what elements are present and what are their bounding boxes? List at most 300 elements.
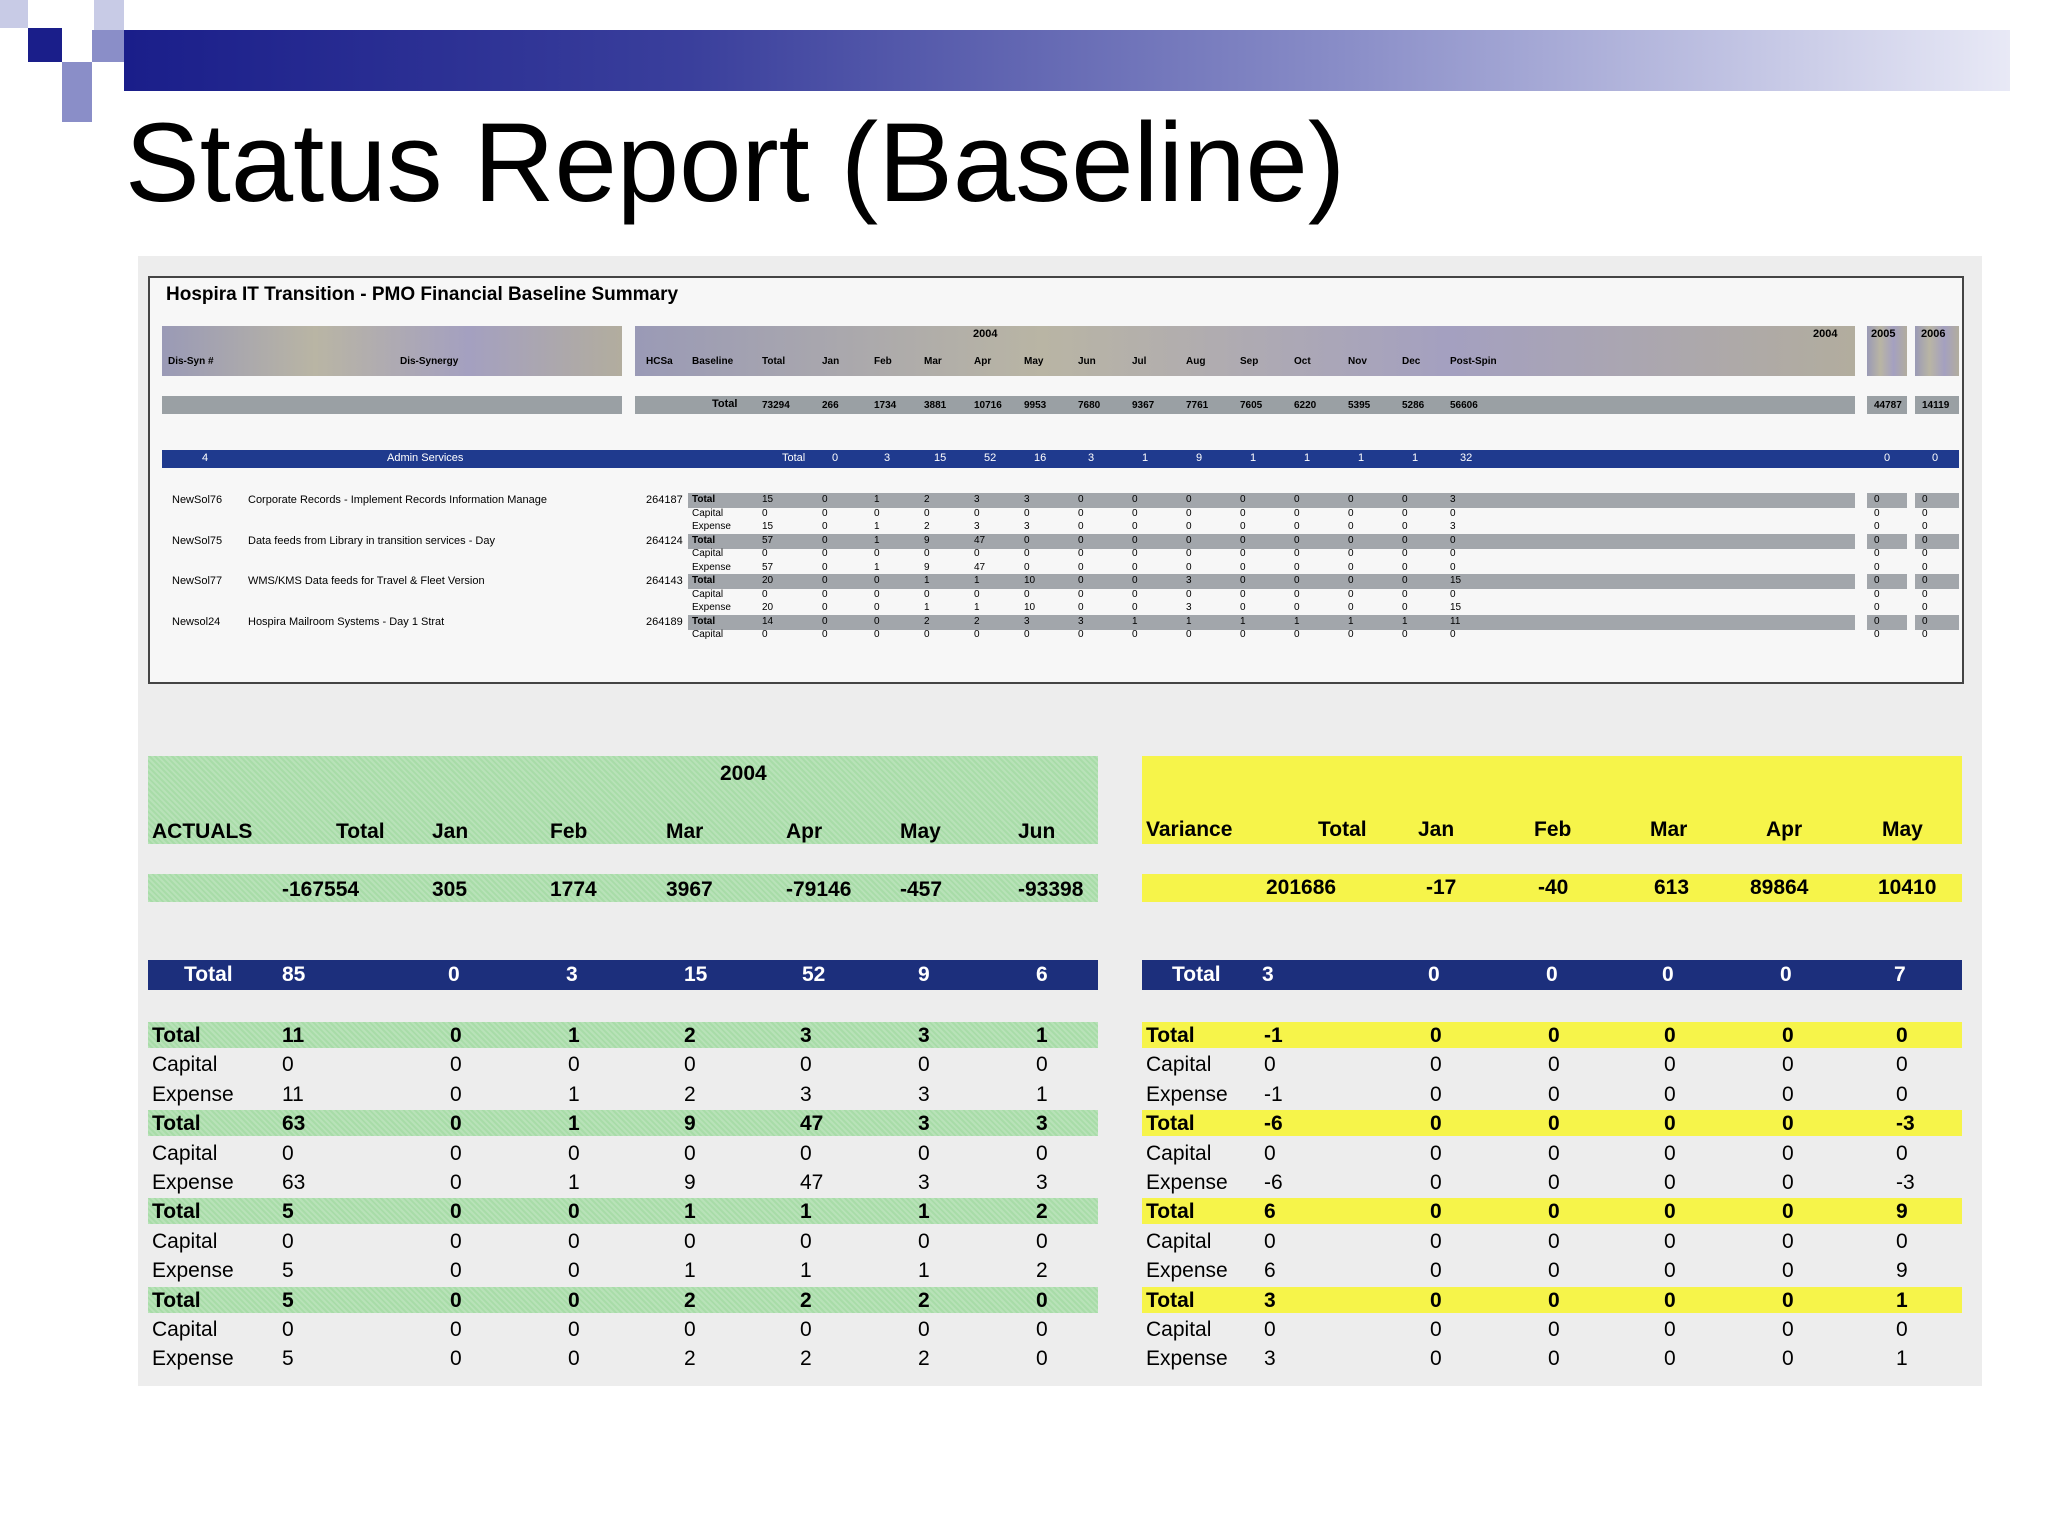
variance-row-value: 0 xyxy=(1430,1024,1442,1047)
project-row-value: 0 xyxy=(1240,588,1246,600)
actuals-row-value: 0 xyxy=(568,1259,580,1283)
project-row-value: 0 xyxy=(1186,629,1192,640)
project-row-value: 9 xyxy=(924,534,930,546)
variance-total-value: Total xyxy=(1172,963,1221,986)
actuals-row-value: 0 xyxy=(918,1141,930,1165)
actuals-row-value: 0 xyxy=(1036,1347,1048,1371)
project-row-value: 0 xyxy=(1240,561,1246,573)
actuals-row-value: 9 xyxy=(684,1112,696,1136)
project-row-value: 0 xyxy=(874,507,880,519)
project-total-band xyxy=(1867,493,1907,508)
project-row-value: 0 xyxy=(822,548,828,559)
actuals-row-value: 0 xyxy=(450,1229,462,1253)
project-row-label: Total xyxy=(692,494,716,505)
variance-total-value: 0 xyxy=(1546,963,1558,986)
variance-row-value: 0 xyxy=(1664,1200,1676,1224)
project-row-value: 0 xyxy=(1078,588,1084,600)
column-header: Aug xyxy=(1186,356,1206,367)
column-header: Baseline xyxy=(692,356,734,367)
year-header: 2004 xyxy=(973,328,998,340)
actuals-row-value: 11 xyxy=(282,1024,305,1047)
project-row-value: 0 xyxy=(1348,561,1354,573)
project-row-value: 0 xyxy=(1078,494,1084,505)
actuals-row-value: 0 xyxy=(684,1141,696,1165)
actuals-row-value: 0 xyxy=(450,1347,462,1371)
actuals-row-value: 3 xyxy=(800,1082,812,1106)
actuals-row-value: 2 xyxy=(684,1288,696,1312)
variance-row-value: 0 xyxy=(1782,1112,1794,1136)
project-row-value: 0 xyxy=(1348,588,1354,600)
column-header: Nov xyxy=(1348,356,1367,367)
column-header: Dis-Syn # xyxy=(168,356,214,367)
baseline-summary-table xyxy=(148,276,1964,684)
project-description: Corporate Records - Implement Records Information Manage xyxy=(248,494,547,506)
variance-column-header: Variance xyxy=(1146,818,1233,841)
column-header: Apr xyxy=(974,356,992,367)
project-row-value: 0 xyxy=(1922,548,1928,559)
project-row-value: 0 xyxy=(1186,534,1192,546)
section-value: 0 xyxy=(1932,452,1939,464)
project-row-value: 57 xyxy=(762,561,774,573)
project-id: NewSol76 xyxy=(172,494,223,506)
project-row-value: 1 xyxy=(924,602,930,613)
project-row-value: 0 xyxy=(1348,548,1354,559)
actuals-row-value: 1 xyxy=(568,1082,580,1106)
project-total-band xyxy=(688,493,1855,508)
actuals-row-value: 0 xyxy=(450,1112,462,1136)
project-row-value: 0 xyxy=(1240,575,1246,586)
variance-row-value: 0 xyxy=(1782,1229,1794,1253)
project-row-value: 2 xyxy=(924,521,930,532)
variance-row-value: 0 xyxy=(1430,1347,1442,1371)
actuals-row-value: 0 xyxy=(282,1141,294,1165)
actuals-row-value: 1 xyxy=(568,1024,580,1047)
variance-row-label: Capital xyxy=(1146,1053,1212,1077)
variance-row-value: 6 xyxy=(1264,1259,1276,1283)
variance-row-value: 0 xyxy=(1430,1141,1442,1165)
project-row-value: 0 xyxy=(1078,561,1084,573)
project-row-value: 0 xyxy=(1450,588,1456,600)
variance-row-value: 0 xyxy=(1782,1082,1794,1106)
variance-row-value: 0 xyxy=(1430,1112,1442,1136)
variance-column-header: Jan xyxy=(1418,818,1455,841)
column-header: Jan xyxy=(822,356,840,367)
variance-summary-value: 89864 xyxy=(1750,876,1809,899)
variance-row-value: 0 xyxy=(1896,1318,1908,1341)
variance-total-value: 3 xyxy=(1262,963,1274,986)
actuals-row-value: 5 xyxy=(282,1288,294,1312)
variance-column-header: Total xyxy=(1318,818,1367,841)
project-row-value: 0 xyxy=(1186,548,1192,559)
project-row-label: Expense xyxy=(692,561,731,573)
project-row-value: 3 xyxy=(1024,521,1030,532)
actuals-row-value: 2 xyxy=(918,1288,930,1312)
actuals-summary-value: 305 xyxy=(432,878,468,901)
actuals-row-value: 0 xyxy=(568,1288,580,1312)
actuals-row-value: 1 xyxy=(568,1171,580,1194)
project-row-value: 0 xyxy=(1078,629,1084,640)
actuals-row-value: 3 xyxy=(800,1024,812,1047)
project-row-value: 0 xyxy=(1240,602,1246,613)
project-row-value: 0 xyxy=(1240,507,1246,519)
project-row-value: 1 xyxy=(1132,615,1138,627)
project-row-value: 0 xyxy=(1294,521,1300,532)
project-row-value: 0 xyxy=(924,507,930,519)
actuals-row-label: Expense xyxy=(152,1171,234,1194)
project-total-band xyxy=(1867,615,1907,630)
project-row-value: 0 xyxy=(1874,575,1880,586)
project-row-value: 0 xyxy=(822,561,828,573)
variance-row-value: 0 xyxy=(1664,1288,1676,1312)
variance-row-value: 0 xyxy=(1430,1082,1442,1106)
actuals-row-value: 5 xyxy=(282,1200,294,1224)
total-row-value: 5286 xyxy=(1402,400,1425,411)
project-row-value: 2 xyxy=(974,615,980,627)
project-row-label: Expense xyxy=(692,602,731,613)
project-row-value: 0 xyxy=(1132,507,1138,519)
variance-row-value: 0 xyxy=(1264,1053,1276,1077)
variance-row-value: 0 xyxy=(1430,1171,1442,1194)
variance-row-value: -1 xyxy=(1264,1024,1283,1047)
year-header: 2004 xyxy=(1813,328,1838,340)
variance-row-value: -6 xyxy=(1264,1112,1283,1136)
actuals-column-header: May xyxy=(900,820,941,843)
section-name: Admin Services xyxy=(387,452,464,464)
total-row-value: 7605 xyxy=(1240,400,1263,411)
total-row-left-band xyxy=(162,396,622,414)
variance-row-value: 0 xyxy=(1430,1259,1442,1283)
actuals-row-value: 0 xyxy=(450,1318,462,1341)
actuals-row-value: 0 xyxy=(450,1259,462,1283)
project-row-value: 2 xyxy=(924,615,930,627)
slide-title: Status Report (Baseline) xyxy=(125,100,1346,225)
variance-row-value: 0 xyxy=(1548,1288,1560,1312)
actuals-total-value: 0 xyxy=(448,963,460,986)
project-row-value: 1 xyxy=(874,521,880,532)
project-id: NewSol77 xyxy=(172,575,223,587)
variance-row-value: 0 xyxy=(1664,1171,1676,1194)
variance-summary-value: 201686 xyxy=(1266,876,1337,899)
actuals-row-value: 3 xyxy=(918,1082,930,1106)
column-header: Dis-Synergy xyxy=(400,356,459,367)
total-row-value: 5395 xyxy=(1348,400,1371,411)
actuals-row-value: 0 xyxy=(1036,1053,1048,1077)
variance-row-value: 0 xyxy=(1664,1347,1676,1371)
variance-row-value: 0 xyxy=(1782,1200,1794,1224)
section-value: 1 xyxy=(1142,452,1149,464)
section-value: 9 xyxy=(1196,452,1203,464)
project-row-value: 0 xyxy=(1348,507,1354,519)
project-total-band xyxy=(688,615,1855,630)
actuals-row-value: 0 xyxy=(918,1053,930,1077)
project-row-value: 0 xyxy=(822,494,828,505)
variance-row-value: 0 xyxy=(1896,1141,1908,1165)
project-row-value: 57 xyxy=(762,534,774,546)
variance-row-value: 0 xyxy=(1896,1053,1908,1077)
actuals-row-value: 2 xyxy=(918,1347,930,1371)
project-row-value: 0 xyxy=(1874,507,1880,519)
project-row-value: 1 xyxy=(874,494,880,505)
project-row-value: 0 xyxy=(1132,521,1138,532)
total-row-value: 10716 xyxy=(974,400,1002,411)
project-row-value: 0 xyxy=(1922,615,1928,627)
actuals-row-value: 0 xyxy=(800,1318,812,1341)
actuals-row-value: 1 xyxy=(1036,1082,1048,1106)
project-row-value: 0 xyxy=(1874,588,1880,600)
actuals-column-header: Jan xyxy=(432,820,469,843)
project-row-value: 15 xyxy=(762,494,774,505)
section-number: 4 xyxy=(202,452,209,464)
variance-row-value: -3 xyxy=(1896,1171,1915,1194)
total-row-label: Total xyxy=(712,398,738,410)
actuals-total-value: 85 xyxy=(282,963,306,986)
actuals-row-label: Total xyxy=(152,1112,201,1136)
project-row-value: 9 xyxy=(924,561,930,573)
project-row-value: 15 xyxy=(762,521,774,532)
variance-row-value: 0 xyxy=(1548,1141,1560,1165)
project-row-value: 0 xyxy=(1186,588,1192,600)
project-row-value: 0 xyxy=(1348,629,1354,640)
project-row-value: 0 xyxy=(974,588,980,600)
actuals-row-value: 3 xyxy=(1036,1171,1048,1194)
project-row-value: 0 xyxy=(1186,521,1192,532)
actuals-row-value: 63 xyxy=(282,1171,306,1194)
actuals-column-header: Mar xyxy=(666,820,704,843)
project-row-value: 0 xyxy=(1874,629,1880,640)
actuals-row-label: Expense xyxy=(152,1259,234,1283)
actuals-row-label: Expense xyxy=(152,1082,234,1106)
actuals-row-value: 2 xyxy=(684,1024,696,1047)
project-row-value: 0 xyxy=(924,629,930,640)
variance-row-value: 3 xyxy=(1264,1347,1276,1371)
variance-row-value: 0 xyxy=(1782,1288,1794,1312)
actuals-row-value: 0 xyxy=(918,1318,930,1341)
project-row-value: 0 xyxy=(762,548,768,559)
variance-row-label: Total xyxy=(1146,1024,1195,1047)
project-row-value: 3 xyxy=(974,494,980,505)
variance-row-value: 0 xyxy=(1782,1259,1794,1283)
variance-row-value: 1 xyxy=(1896,1288,1908,1312)
variance-column-header: Feb xyxy=(1534,818,1572,841)
actuals-row-value: 1 xyxy=(1036,1024,1048,1047)
months-header-block xyxy=(635,326,1855,376)
variance-row-value: 0 xyxy=(1664,1112,1676,1136)
actuals-total-value: 15 xyxy=(684,963,708,986)
actuals-row-value: 1 xyxy=(918,1200,930,1224)
project-row-value: 20 xyxy=(762,575,774,586)
project-row-label: Expense xyxy=(692,521,731,532)
variance-row-label: Capital xyxy=(1146,1229,1212,1253)
project-row-value: 0 xyxy=(822,521,828,532)
actuals-row-value: 0 xyxy=(684,1229,696,1253)
column-header: Feb xyxy=(874,356,892,367)
variance-row-value: 0 xyxy=(1896,1082,1908,1106)
total-row-value: 56606 xyxy=(1450,400,1478,411)
project-row-value: 0 xyxy=(1240,548,1246,559)
project-row-value: 0 xyxy=(822,602,828,613)
project-row-value: 0 xyxy=(1874,602,1880,613)
project-row-value: 1 xyxy=(1240,615,1246,627)
variance-row-value: 0 xyxy=(1896,1024,1908,1047)
variance-row-value: 0 xyxy=(1548,1112,1560,1136)
project-row-value: 0 xyxy=(1132,575,1138,586)
project-row-value: 1 xyxy=(1294,615,1300,627)
variance-row-value: -3 xyxy=(1896,1112,1915,1136)
project-row-value: 0 xyxy=(1132,534,1138,546)
project-row-value: 0 xyxy=(1922,575,1928,586)
project-row-value: 0 xyxy=(1294,588,1300,600)
column-header: Oct xyxy=(1294,356,1311,367)
variance-row-value: 3 xyxy=(1264,1288,1276,1312)
project-row-value: 0 xyxy=(762,588,768,600)
actuals-row-value: 0 xyxy=(1036,1141,1048,1165)
project-row-value: 11 xyxy=(1450,615,1461,627)
total-row-value: 266 xyxy=(822,400,839,411)
project-id: NewSol75 xyxy=(172,534,223,547)
variance-row-value: 0 xyxy=(1896,1229,1908,1253)
variance-row-value: 0 xyxy=(1548,1318,1560,1341)
project-row-value: 0 xyxy=(1922,588,1928,600)
header-square-light xyxy=(0,0,28,28)
actuals-column-header: Total xyxy=(336,820,385,843)
variance-total-value: 0 xyxy=(1428,963,1440,986)
actuals-row-value: 1 xyxy=(684,1200,696,1224)
actuals-row-value: 0 xyxy=(450,1200,462,1224)
project-row-value: 0 xyxy=(1240,521,1246,532)
actuals-row-value: 0 xyxy=(450,1082,462,1106)
actuals-row-value: 0 xyxy=(800,1229,812,1253)
variance-row-label: Expense xyxy=(1146,1259,1228,1283)
project-row-value: 0 xyxy=(1348,575,1354,586)
project-row-value: 0 xyxy=(1348,534,1354,546)
actuals-row-value: 0 xyxy=(1036,1288,1048,1312)
project-total-band xyxy=(1867,534,1907,549)
actuals-row-value: 0 xyxy=(568,1347,580,1371)
actuals-row-label: Expense xyxy=(152,1347,234,1371)
project-description: Hospira Mailroom Systems - Day 1 Strat xyxy=(248,615,445,628)
header-square-dark xyxy=(28,28,62,62)
project-row-value: 0 xyxy=(1078,521,1084,532)
variance-summary-value: 10410 xyxy=(1878,876,1937,899)
project-row-value: 0 xyxy=(1294,602,1300,613)
variance-row-value: 1 xyxy=(1896,1347,1908,1371)
project-row-value: 1 xyxy=(974,602,980,613)
actuals-row-value: 0 xyxy=(450,1171,462,1194)
project-row-value: 0 xyxy=(1132,548,1138,559)
actuals-row-value: 5 xyxy=(282,1347,294,1371)
project-row-value: 0 xyxy=(1450,629,1456,640)
project-row-value: 0 xyxy=(1132,602,1138,613)
total-row-value: 73294 xyxy=(762,400,790,411)
actuals-row-value: 2 xyxy=(1036,1259,1048,1283)
section-value: 1 xyxy=(1358,452,1365,464)
project-row-value: 0 xyxy=(1024,534,1030,546)
project-row-value: 0 xyxy=(1294,534,1300,546)
project-row-value: 0 xyxy=(1078,548,1084,559)
total-row-value: 9953 xyxy=(1024,400,1047,411)
project-row-value: 1 xyxy=(1186,615,1192,627)
project-row-value: 0 xyxy=(1186,507,1192,519)
project-row-value: 10 xyxy=(1024,575,1036,586)
project-row-value: 0 xyxy=(1922,629,1928,640)
actuals-summary-value: 3967 xyxy=(666,878,713,901)
project-row-value: 0 xyxy=(1402,534,1408,546)
project-row-value: 0 xyxy=(874,602,880,613)
actuals-total-value: Total xyxy=(184,963,233,986)
total-row-value: 9367 xyxy=(1132,400,1155,411)
variance-row-value: 0 xyxy=(1664,1141,1676,1165)
column-header: May xyxy=(1024,356,1044,367)
variance-row-value: 0 xyxy=(1548,1171,1560,1194)
variance-row-value: 0 xyxy=(1548,1259,1560,1283)
project-row-value: 0 xyxy=(1922,507,1928,519)
section-value: 0 xyxy=(1884,452,1891,464)
actuals-total-value: 3 xyxy=(566,963,578,986)
project-row-value: 0 xyxy=(924,548,930,559)
actuals-header-block xyxy=(148,756,1098,844)
section-value: 15 xyxy=(934,452,947,464)
column-header: Dec xyxy=(1402,356,1421,367)
project-row-value: 0 xyxy=(1402,602,1408,613)
project-row-value: 0 xyxy=(1450,548,1456,559)
project-total-band xyxy=(688,534,1855,549)
variance-column-header: Apr xyxy=(1766,818,1803,841)
actuals-row-value: 3 xyxy=(918,1024,930,1047)
project-row-value: 15 xyxy=(1450,602,1462,613)
variance-row-value: 0 xyxy=(1782,1024,1794,1047)
variance-row-value: 6 xyxy=(1264,1200,1276,1224)
actuals-total-value: 6 xyxy=(1036,963,1048,986)
actuals-row-value: 47 xyxy=(800,1171,824,1194)
actuals-row-value: 9 xyxy=(684,1171,696,1194)
actuals-row-value: 0 xyxy=(282,1229,294,1253)
project-row-label: Capital xyxy=(692,588,724,600)
year-header: 2006 xyxy=(1921,328,1946,340)
project-row-value: 0 xyxy=(822,615,828,627)
actuals-column-header: Feb xyxy=(550,820,588,843)
project-row-value: 0 xyxy=(1294,575,1300,586)
project-row-value: 2 xyxy=(924,494,930,505)
project-row-value: 0 xyxy=(1922,561,1928,573)
dis-synergy-header-block xyxy=(162,326,622,376)
project-total-band xyxy=(1867,574,1907,589)
project-row-value: 0 xyxy=(974,507,980,519)
column-header: Total xyxy=(762,356,786,367)
project-row-value: 0 xyxy=(1450,507,1456,519)
project-row-value: 3 xyxy=(974,521,980,532)
actuals-summary-value: -79146 xyxy=(786,878,852,901)
variance-row-value: 9 xyxy=(1896,1200,1908,1224)
project-row-value: 0 xyxy=(1024,507,1030,519)
actuals-summary-value: 1774 xyxy=(550,878,597,901)
column-header: Post-Spin xyxy=(1450,356,1497,367)
column-header: Jul xyxy=(1132,356,1147,367)
variance-row-value: 0 xyxy=(1782,1318,1794,1341)
variance-row-value: 9 xyxy=(1896,1259,1908,1283)
section-total-label: Total xyxy=(782,452,806,464)
actuals-total-bar xyxy=(148,960,1098,990)
actuals-row-label: Capital xyxy=(152,1229,218,1253)
project-row-value: 0 xyxy=(1922,494,1928,505)
project-row-value: 0 xyxy=(1294,629,1300,640)
project-description: Data feeds from Library in transition services - Day xyxy=(248,534,495,547)
variance-row-value: 0 xyxy=(1664,1259,1676,1283)
project-row-value: 0 xyxy=(1078,602,1084,613)
project-row-value: 0 xyxy=(1348,494,1354,505)
variance-row-value: 0 xyxy=(1664,1053,1676,1077)
variance-summary-value: 613 xyxy=(1654,876,1690,899)
variance-row-label: Total xyxy=(1146,1112,1195,1136)
